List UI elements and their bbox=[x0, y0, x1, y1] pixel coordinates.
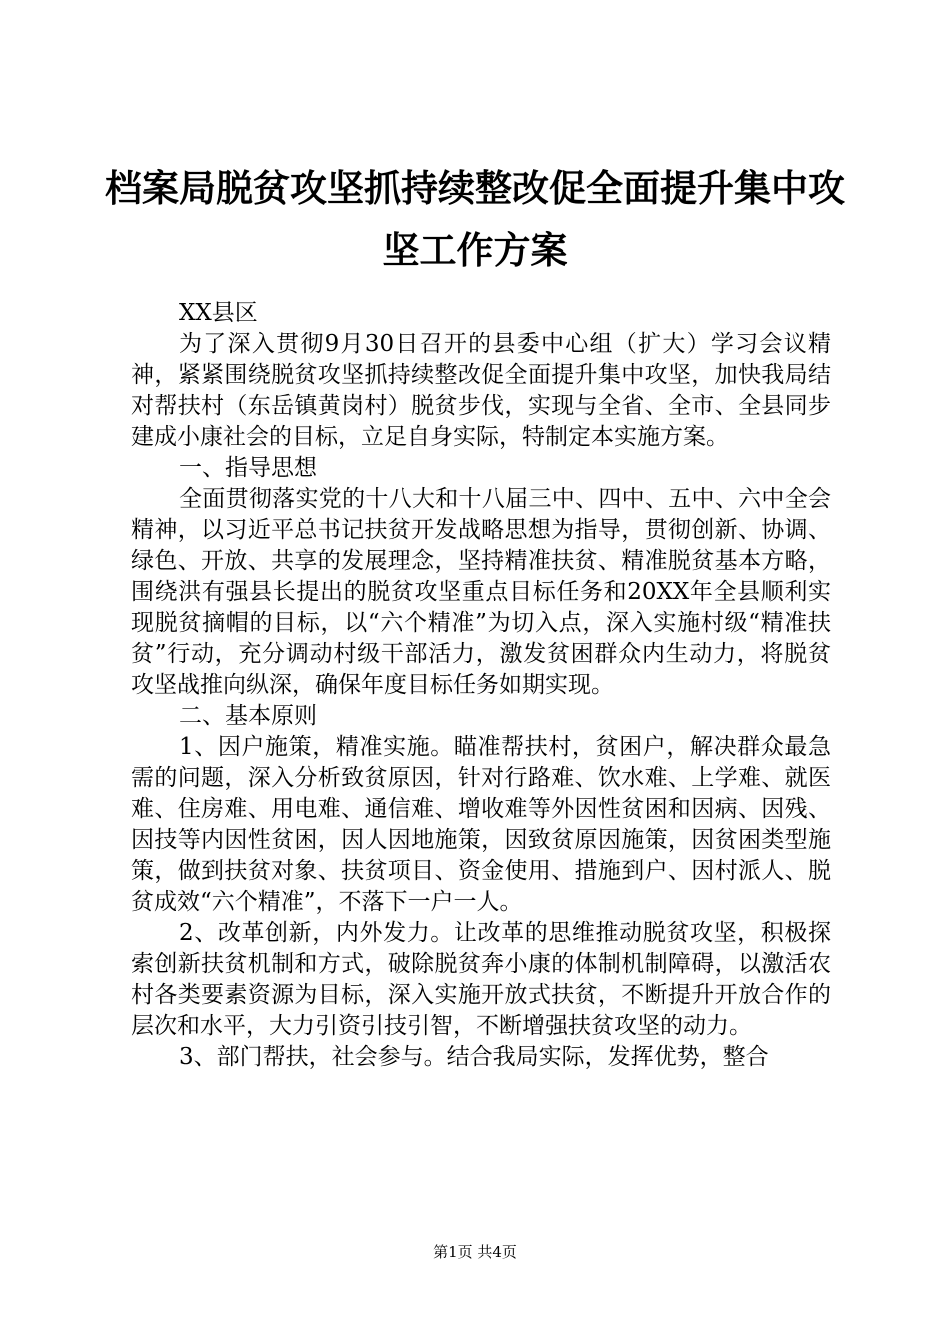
document-body bbox=[131, 298, 831, 1073]
guiding-thought-paragraph: 全面贯彻落实党的十八大和十八届三中、四中、五中、六中全会精神，以习近平总书记扶贫开发战略思想为指导，贯彻创新、协调、绿色、开放、共享的发展理念，坚持精准扶贫、精准脱贫基本方略，围绕洪有强县长提出的脱贫攻坚重点目标任务和20XX年全县顺利实现脱贫摘帽的目标，以“六个精准”为切入点，深入实施村级“精准扶贫”行动，充分调动村级干部活力，激发贫困群众内生动力，将脱贫攻坚战推向纵深，确保年度目标任务如期实现。 bbox=[131, 486, 831, 698]
principle-3-paragraph: 3、部门帮扶，社会参与。结合我局实际，发挥优势，整合 bbox=[179, 1044, 769, 1070]
principle-2-paragraph: 2、改革创新，内外发力。让改革的思维推动脱贫攻坚，积极探索创新扶贫机制和方式，破除脱贫奔小康的体制机制障碍，以激活农村各类要素资源为目标，深入实施开放式扶贫，不断提升开放合作的层次和水平，大力引资引技引智，不断增强扶贫攻坚的动力。 bbox=[131, 920, 831, 1039]
title-line-2: 坚工作方案 bbox=[382, 229, 568, 272]
issuer-line: XX县区 bbox=[179, 300, 258, 326]
section-heading-basic-principles: 二、基本原则 bbox=[179, 703, 317, 729]
document-title bbox=[90, 158, 860, 282]
principle-1-paragraph: 1、因户施策，精准实施。瞄准帮扶村，贫困户，解决群众最急需的问题，深入分析致贫原因，针对行路难、饮水难、上学难、就医难、住房难、用电难、通信难、增收难等外因性贫困和因病、因残、因技等内因性贫困，因人因地施策，因致贫原因施策，因贫困类型施策，做到扶贫对象、扶贫项目、资金使用、措施到户、因村派人、脱贫成效“六个精准”，不落下一户一人。 bbox=[131, 734, 831, 915]
title-line-1: 档案局脱贫攻坚抓持续整改促全面提升集中攻 bbox=[105, 167, 845, 210]
section-heading-guiding-thought: 一、指导思想 bbox=[179, 455, 317, 481]
intro-paragraph: 为了深入贯彻9月30日召开的县委中心组（扩大）学习会议精神，紧紧围绕脱贫攻坚抓持续整改促全面提升集中攻坚，加快我局结对帮扶村（东岳镇黄岗村）脱贫步伐，实现与全省、全市、全县同步建成小康社会的目标，立足自身实际，特制定本实施方案。 bbox=[131, 331, 831, 450]
page-footer: 第1页 共4页 bbox=[433, 1243, 517, 1261]
